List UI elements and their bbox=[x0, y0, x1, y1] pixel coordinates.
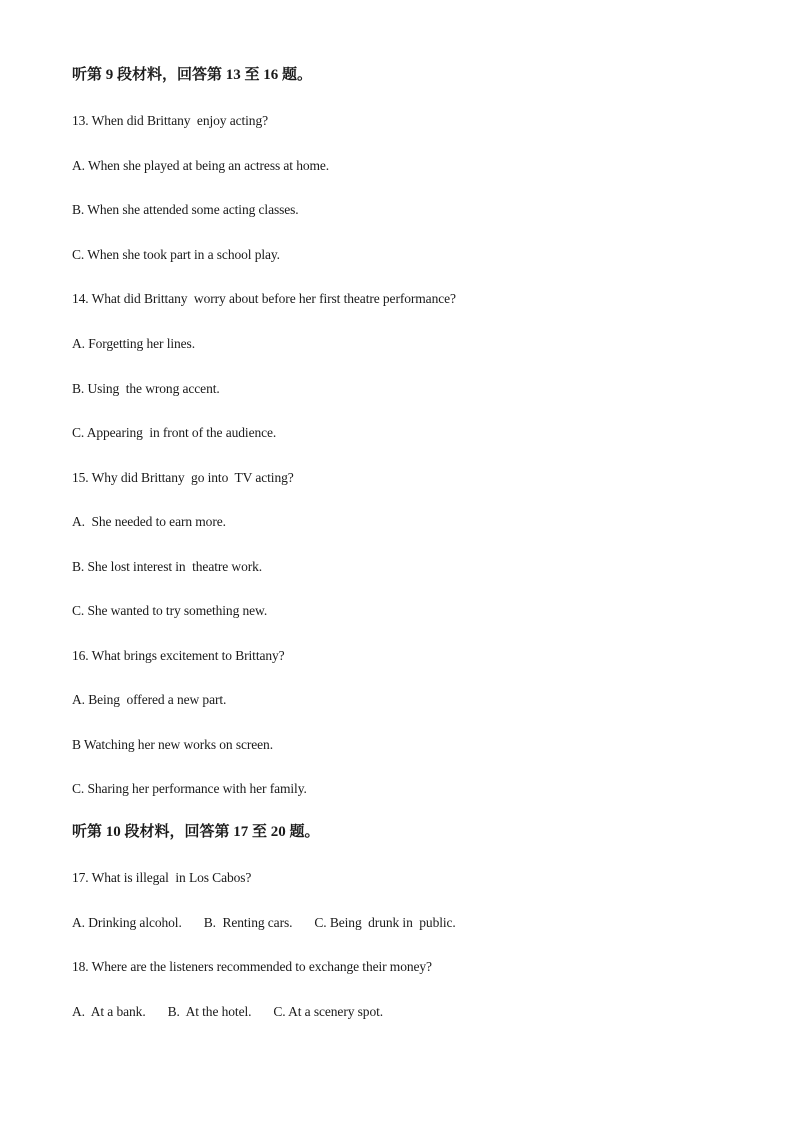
question-18-option-b: B. At the hotel. bbox=[167, 1004, 252, 1019]
question-17: 17. What is illegal in Los Cabos? bbox=[72, 870, 252, 885]
question-16-option-a: A. Being offered a new part. bbox=[72, 692, 227, 707]
question-16-option-c: C. Sharing her performance with her family. bbox=[72, 781, 307, 796]
section-heading-9: 听第 9 段材料，回答第 13 至 16 题。 bbox=[72, 67, 313, 83]
question-13: 13. When did Brittany enjoy acting? bbox=[72, 113, 268, 128]
question-18: 18. Where are the listeners recommended to exchange their money? bbox=[72, 959, 432, 974]
question-17-options bbox=[72, 914, 456, 932]
section-heading-10: 听第 10 段材料，回答第 17 至 20 题。 bbox=[72, 824, 320, 840]
question-13-option-b: B. When she attended some acting classes. bbox=[72, 202, 299, 217]
question-14-option-b: B. Using the wrong accent. bbox=[72, 381, 220, 396]
question-15-option-b: B. She lost interest in theatre work. bbox=[72, 559, 263, 574]
question-16: 16. What brings excitement to Brittany? bbox=[72, 648, 285, 663]
question-14-option-a: A. Forgetting her lines. bbox=[72, 336, 195, 351]
question-13-option-a: A. When she played at being an actress at home. bbox=[72, 158, 330, 173]
question-17-option-c: C. Being drunk in public. bbox=[314, 915, 456, 930]
question-18-options bbox=[72, 1003, 383, 1021]
question-16-option-b: B Watching her new works on screen. bbox=[72, 737, 273, 752]
question-17-option-b: B. Renting cars. bbox=[203, 915, 293, 930]
document-page bbox=[72, 0, 752, 1123]
question-18-option-c: C. At a scenery spot. bbox=[273, 1004, 384, 1019]
question-14-option-c: C. Appearing in front of the audience. bbox=[72, 425, 277, 440]
question-13-option-c: C. When she took part in a school play. bbox=[72, 247, 280, 262]
question-18-option-a: A. At a bank. bbox=[72, 1004, 146, 1019]
question-15-option-a: A. She needed to earn more. bbox=[72, 514, 226, 529]
question-15-option-c: C. She wanted to try something new. bbox=[72, 603, 268, 618]
question-14: 14. What did Brittany worry about before her first theatre performance? bbox=[72, 291, 456, 306]
question-17-option-a: A. Drinking alcohol. bbox=[72, 915, 182, 930]
question-15: 15. Why did Brittany go into TV acting? bbox=[72, 470, 294, 485]
